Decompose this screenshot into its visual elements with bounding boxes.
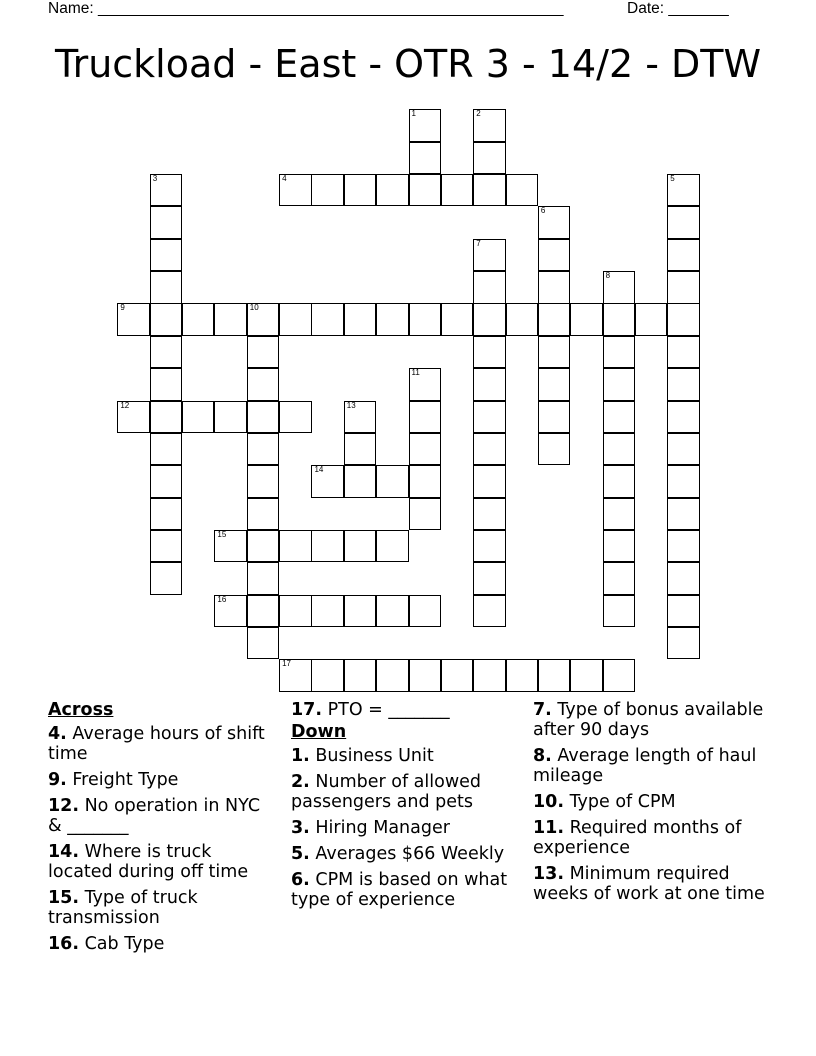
date-field[interactable]: Date: _______ xyxy=(627,0,729,17)
grid-cell[interactable] xyxy=(311,174,343,206)
grid-cell[interactable] xyxy=(344,595,376,627)
grid-cell[interactable] xyxy=(279,174,311,206)
clue-item-number: 17. xyxy=(291,700,323,720)
grid-cell[interactable] xyxy=(603,433,635,465)
clue-item-text: Number of allowed passengers and pets xyxy=(291,772,482,812)
grid-cell[interactable] xyxy=(214,303,246,335)
clue-number: 14 xyxy=(314,465,324,475)
grid-cell[interactable] xyxy=(376,659,408,691)
clue-item xyxy=(291,818,526,838)
grid-cell[interactable] xyxy=(376,174,408,206)
grid-cell[interactable] xyxy=(409,368,441,400)
clue-item-number: 9. xyxy=(48,770,67,790)
clue-number: 5 xyxy=(670,174,675,184)
grid-cell[interactable] xyxy=(603,401,635,433)
clue-item-number: 13. xyxy=(533,864,565,884)
grid-cell[interactable] xyxy=(506,303,538,335)
grid-cell[interactable] xyxy=(247,562,279,594)
grid-cell[interactable] xyxy=(603,659,635,691)
grid-cell[interactable] xyxy=(344,401,376,433)
clue-item xyxy=(533,818,773,858)
clue-number: 13 xyxy=(346,400,356,410)
grid-cell[interactable] xyxy=(279,595,311,627)
clue-item-number: 11. xyxy=(533,818,565,838)
grid-cell[interactable] xyxy=(473,109,505,141)
grid-cell[interactable] xyxy=(247,433,279,465)
grid-cell[interactable] xyxy=(667,206,699,238)
grid-cell[interactable] xyxy=(409,465,441,497)
grid-cell[interactable] xyxy=(667,368,699,400)
grid-cell[interactable] xyxy=(247,401,279,433)
grid-cell[interactable] xyxy=(117,303,149,335)
puzzle-title: Truckload - East - OTR 3 - 14/2 - DTW xyxy=(54,42,762,86)
down-clue-list xyxy=(291,746,526,910)
clue-item xyxy=(48,888,278,928)
grid-cell[interactable] xyxy=(473,336,505,368)
clue-item-text: Average hours of shift time xyxy=(48,724,265,764)
grid-cell[interactable] xyxy=(150,433,182,465)
grid-cell[interactable] xyxy=(376,530,408,562)
clue-number: 1 xyxy=(411,109,416,119)
clue-item-text: Hiring Manager xyxy=(309,818,450,838)
grid-cell[interactable] xyxy=(279,303,311,335)
grid-cell[interactable] xyxy=(667,336,699,368)
clue-item xyxy=(48,842,278,882)
clue-item-number: 14. xyxy=(48,842,80,862)
clue-item-number: 7. xyxy=(533,700,552,720)
grid-cell[interactable] xyxy=(409,303,441,335)
grid-cell[interactable] xyxy=(376,595,408,627)
grid-cell[interactable] xyxy=(409,174,441,206)
grid-cell[interactable] xyxy=(150,498,182,530)
across-clue-list-continued xyxy=(291,700,526,720)
clue-number: 16 xyxy=(217,594,227,604)
grid-cell[interactable] xyxy=(473,368,505,400)
grid-cell[interactable] xyxy=(344,174,376,206)
clue-item xyxy=(48,770,278,790)
clue-item-text: Freight Type xyxy=(66,770,179,790)
grid-cell[interactable] xyxy=(603,303,635,335)
grid-cell[interactable] xyxy=(538,368,570,400)
grid-cell[interactable] xyxy=(117,401,149,433)
grid-cell[interactable] xyxy=(344,659,376,691)
clue-item-text: Averages $66 Weekly xyxy=(309,844,505,864)
grid-cell[interactable] xyxy=(473,465,505,497)
grid-cell[interactable] xyxy=(473,562,505,594)
grid-cell[interactable] xyxy=(603,562,635,594)
grid-cell[interactable] xyxy=(473,174,505,206)
clue-item-text: Cab Type xyxy=(79,934,165,954)
name-field[interactable]: Name: ______________________________________________________ xyxy=(48,0,564,17)
across-heading: Across xyxy=(48,700,114,720)
grid-cell[interactable] xyxy=(538,239,570,271)
grid-cell[interactable] xyxy=(409,498,441,530)
grid-cell[interactable] xyxy=(667,239,699,271)
clue-item xyxy=(291,700,526,720)
clue-number: 15 xyxy=(217,529,227,539)
grid-cell[interactable] xyxy=(247,595,279,627)
grid-cell[interactable] xyxy=(150,174,182,206)
grid-cell[interactable] xyxy=(214,401,246,433)
grid-cell[interactable] xyxy=(667,271,699,303)
grid-cell[interactable] xyxy=(538,206,570,238)
grid-cell[interactable] xyxy=(473,142,505,174)
grid-cell[interactable] xyxy=(473,498,505,530)
grid-cell[interactable] xyxy=(409,109,441,141)
clue-item-text: No operation in NYC & _______ xyxy=(48,796,261,836)
clue-item-number: 5. xyxy=(291,844,310,864)
grid-cell[interactable] xyxy=(247,627,279,659)
clue-item-text: Type of truck transmission xyxy=(48,888,198,928)
grid-cell[interactable] xyxy=(247,336,279,368)
clue-number: 12 xyxy=(120,400,130,410)
clue-item-text: CPM is based on what type of experience xyxy=(291,870,508,910)
clue-item xyxy=(533,700,773,740)
grid-cell[interactable] xyxy=(603,465,635,497)
grid-cell[interactable] xyxy=(473,271,505,303)
grid-cell[interactable] xyxy=(473,401,505,433)
clue-item-text: Required months of experience xyxy=(533,818,742,858)
grid-cell[interactable] xyxy=(409,595,441,627)
grid-cell[interactable] xyxy=(603,336,635,368)
clue-item xyxy=(533,792,773,812)
clue-item-number: 10. xyxy=(533,792,565,812)
grid-cell[interactable] xyxy=(376,303,408,335)
clue-number: 8 xyxy=(605,271,611,281)
down-heading: Down xyxy=(291,722,347,742)
clue-number: 17 xyxy=(282,659,292,669)
grid-cell[interactable] xyxy=(247,465,279,497)
clue-item-number: 2. xyxy=(291,772,310,792)
grid-cell[interactable] xyxy=(311,595,343,627)
clue-item-text: PTO = _______ xyxy=(322,700,450,720)
clue-item-number: 16. xyxy=(48,934,80,954)
grid-cell[interactable] xyxy=(473,659,505,691)
grid-cell[interactable] xyxy=(667,174,699,206)
clue-item xyxy=(533,864,773,904)
grid-cell[interactable] xyxy=(311,659,343,691)
clue-number: 10 xyxy=(249,303,259,313)
grid-cell[interactable] xyxy=(441,303,473,335)
clue-item-number: 4. xyxy=(48,724,67,744)
grid-cell[interactable] xyxy=(473,239,505,271)
grid-cell[interactable] xyxy=(150,368,182,400)
grid-cell[interactable] xyxy=(667,627,699,659)
grid-cell[interactable] xyxy=(538,336,570,368)
grid-cell[interactable] xyxy=(667,530,699,562)
grid-cell[interactable] xyxy=(473,595,505,627)
grid-cell[interactable] xyxy=(150,239,182,271)
grid-cell[interactable] xyxy=(667,433,699,465)
grid-cell[interactable] xyxy=(279,659,311,691)
grid-cell[interactable] xyxy=(150,206,182,238)
clue-column-2 xyxy=(291,700,526,916)
grid-cell[interactable] xyxy=(667,498,699,530)
grid-cell[interactable] xyxy=(279,530,311,562)
grid-cell[interactable] xyxy=(667,595,699,627)
clue-item-text: Where is truck located during off time xyxy=(48,842,249,882)
grid-cell[interactable] xyxy=(344,465,376,497)
grid-cell[interactable] xyxy=(214,530,246,562)
grid-cell[interactable] xyxy=(506,174,538,206)
clue-column-1 xyxy=(48,700,278,960)
clue-item-number: 15. xyxy=(48,888,80,908)
clue-item-number: 6. xyxy=(291,870,310,890)
grid-cell[interactable] xyxy=(182,401,214,433)
grid-cell[interactable] xyxy=(150,336,182,368)
grid-cell[interactable] xyxy=(667,562,699,594)
clue-item xyxy=(291,772,526,812)
grid-cell[interactable] xyxy=(538,659,570,691)
grid-cell[interactable] xyxy=(538,303,570,335)
clue-item-text: Business Unit xyxy=(309,746,434,766)
grid-cell[interactable] xyxy=(311,465,343,497)
clue-item-number: 8. xyxy=(533,746,552,766)
clue-item xyxy=(533,746,773,786)
grid-cell[interactable] xyxy=(603,595,635,627)
grid-cell[interactable] xyxy=(506,659,538,691)
grid-cell[interactable] xyxy=(441,174,473,206)
grid-cell[interactable] xyxy=(441,659,473,691)
grid-cell[interactable] xyxy=(473,433,505,465)
grid-cell[interactable] xyxy=(247,303,279,335)
grid-cell[interactable] xyxy=(150,303,182,335)
grid-cell[interactable] xyxy=(538,433,570,465)
down-clue-list-continued xyxy=(533,700,773,904)
grid-cell[interactable] xyxy=(150,465,182,497)
clue-item-number: 12. xyxy=(48,796,80,816)
clue-number: 2 xyxy=(476,109,481,119)
grid-cell[interactable] xyxy=(603,498,635,530)
grid-cell[interactable] xyxy=(473,303,505,335)
grid-cell[interactable] xyxy=(344,433,376,465)
clue-item-text: Type of bonus available after 90 days xyxy=(533,700,764,740)
grid-cell[interactable] xyxy=(247,368,279,400)
grid-cell[interactable] xyxy=(538,271,570,303)
grid-cell[interactable] xyxy=(570,659,602,691)
clue-number: 3 xyxy=(152,174,158,184)
grid-cell[interactable] xyxy=(409,659,441,691)
grid-cell[interactable] xyxy=(570,303,602,335)
grid-cell[interactable] xyxy=(247,530,279,562)
clue-item-number: 3. xyxy=(291,818,310,838)
grid-cell[interactable] xyxy=(344,530,376,562)
clue-item xyxy=(48,934,278,954)
clue-item xyxy=(291,870,526,910)
clue-item-text: Minimum required weeks of work at one time xyxy=(533,864,765,904)
grid-cell[interactable] xyxy=(635,303,667,335)
clue-item xyxy=(48,796,278,836)
grid-cell[interactable] xyxy=(473,530,505,562)
clue-number: 9 xyxy=(120,303,125,313)
clue-item xyxy=(48,724,278,764)
clue-number: 7 xyxy=(476,238,481,248)
grid-cell[interactable] xyxy=(150,271,182,303)
grid-cell[interactable] xyxy=(279,401,311,433)
clue-item-text: Average length of haul mileage xyxy=(533,746,757,786)
grid-cell[interactable] xyxy=(150,401,182,433)
grid-cell[interactable] xyxy=(603,271,635,303)
clue-item xyxy=(291,746,526,766)
across-clue-list xyxy=(48,724,278,954)
grid-cell[interactable] xyxy=(344,303,376,335)
clue-number: 4 xyxy=(282,174,287,184)
grid-cell[interactable] xyxy=(603,530,635,562)
clue-item xyxy=(291,844,526,864)
grid-cell[interactable] xyxy=(247,498,279,530)
clue-column-3 xyxy=(533,700,773,910)
grid-cell[interactable] xyxy=(150,562,182,594)
grid-cell[interactable] xyxy=(667,303,699,335)
grid-cell[interactable] xyxy=(311,530,343,562)
grid-cell[interactable] xyxy=(150,530,182,562)
grid-cell[interactable] xyxy=(409,433,441,465)
grid-cell[interactable] xyxy=(214,595,246,627)
grid-cell[interactable] xyxy=(603,368,635,400)
grid-cell[interactable] xyxy=(667,465,699,497)
grid-cell[interactable] xyxy=(376,465,408,497)
grid-cell[interactable] xyxy=(409,401,441,433)
clue-item-number: 1. xyxy=(291,746,310,766)
grid-cell[interactable] xyxy=(409,142,441,174)
grid-cell[interactable] xyxy=(667,401,699,433)
grid-cell[interactable] xyxy=(182,303,214,335)
clue-item-text: Type of CPM xyxy=(564,792,676,812)
clue-number: 6 xyxy=(540,206,546,216)
grid-cell[interactable] xyxy=(311,303,343,335)
clue-number: 11 xyxy=(411,368,420,378)
grid-cell[interactable] xyxy=(538,401,570,433)
